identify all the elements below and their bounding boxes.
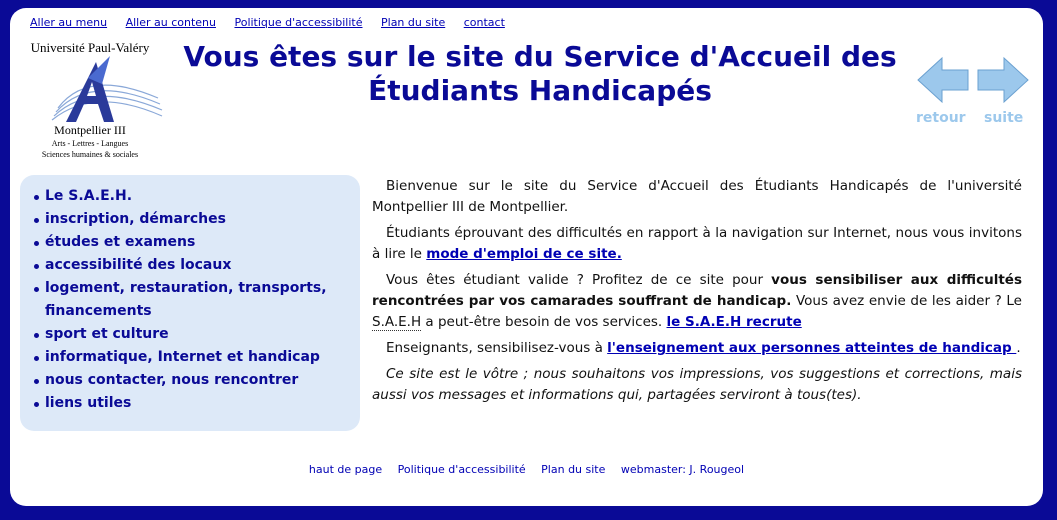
page-navigation xyxy=(916,54,1032,126)
footer-site-map-link[interactable]: Plan du site xyxy=(541,463,606,476)
recruiting-link[interactable]: le S.A.E.H recrute xyxy=(666,314,802,330)
menu-item-contact[interactable]: nous contacter, nous rencontrer xyxy=(34,369,360,392)
saeh-abbreviation: S.A.E.H xyxy=(372,314,422,330)
menu-item-accessibilite[interactable]: accessibilité des locaux xyxy=(34,254,360,277)
teachers-paragraph xyxy=(372,338,1022,359)
back-arrow-icon[interactable] xyxy=(918,58,968,102)
welcome-paragraph: Bienvenue sur le site du Service d'Accueil des Étudiants Handicapés de l'université Montpellier III de Montpellier. xyxy=(372,178,1022,215)
skip-to-content-link[interactable]: Aller au contenu xyxy=(125,16,216,29)
back-label[interactable]: retour xyxy=(916,110,966,126)
awareness-paragraph xyxy=(372,270,1022,333)
page-panel xyxy=(10,8,1043,506)
user-guide-link[interactable]: mode d'emploi de ce site. xyxy=(426,246,622,262)
awareness-text: Vous êtes étudiant valide ? Profitez de ce site pour xyxy=(386,272,772,288)
teachers-end: . xyxy=(1016,340,1021,356)
logo-university-name: Université Paul-Valéry xyxy=(30,40,150,55)
back-to-top-link[interactable]: haut de page xyxy=(308,463,383,476)
footer-accessibility-link[interactable]: Politique d'accessibilité xyxy=(397,463,526,476)
menu-item-inscription[interactable]: inscription, démarches xyxy=(34,208,360,231)
site-map-link[interactable]: Plan du site xyxy=(381,16,446,29)
menu-item-informatique[interactable]: informatique, Internet et handicap xyxy=(34,346,360,369)
awareness-text-3: a peut-être besoin de vos services. xyxy=(421,314,667,330)
menu-item-etudes[interactable]: études et examens xyxy=(34,231,360,254)
contact-link[interactable]: contact xyxy=(463,16,505,29)
skip-to-menu-link[interactable]: Aller au menu xyxy=(30,16,108,29)
skip-links xyxy=(30,16,520,29)
page-title: Vous êtes sur le site du Service d'Accueil des Étudiants Handicapés xyxy=(183,40,897,107)
awareness-bold-text: vous sensibiliser aux difficultés rencontrées par vos camarades souffrant de handicap. xyxy=(372,272,1022,309)
main-content xyxy=(372,176,1022,411)
next-arrow-icon[interactable] xyxy=(978,58,1028,102)
menu-item-liens[interactable]: liens utiles xyxy=(34,392,360,415)
teaching-disability-link[interactable]: l'enseignement aux personnes atteintes de handicap xyxy=(607,340,1017,356)
awareness-text-2: Vous avez envie de les aider ? Le xyxy=(791,293,1022,309)
accessibility-policy-link[interactable]: Politique d'accessibilité xyxy=(234,16,363,29)
menu-item-sport[interactable]: sport et culture xyxy=(34,323,360,346)
teachers-text: Enseignants, sensibilisez-vous à xyxy=(386,340,608,356)
footer-links xyxy=(10,463,1043,476)
logo-faculties: Arts - Lettres - Langues xyxy=(51,139,129,148)
closing-paragraph xyxy=(372,364,1022,406)
menu-item-saeh[interactable]: Le S.A.E.H. xyxy=(34,185,360,208)
university-logo xyxy=(18,38,164,162)
main-menu xyxy=(20,175,360,431)
next-label[interactable]: suite xyxy=(984,110,1024,126)
navigation-help-text: Étudiants éprouvant des difficultés en rapport à la navigation sur Internet, nous vous invitons à lire le xyxy=(372,225,1022,262)
navigation-help-paragraph xyxy=(372,223,1022,265)
webmaster-link[interactable]: webmaster: J. Rougeol xyxy=(620,463,745,476)
closing-text: Ce site est le vôtre ; nous souhaitons vos impressions, vos suggestions et corrections, mais aussi vos messages et informations qui, partagées serviront à tous(tes). xyxy=(372,366,1022,403)
menu-item-logement[interactable]: logement, restauration, transports, financements xyxy=(34,277,360,323)
logo-sciences: Sciences humaines & sociales xyxy=(41,150,139,159)
logo-city: Montpellier III xyxy=(54,123,126,137)
